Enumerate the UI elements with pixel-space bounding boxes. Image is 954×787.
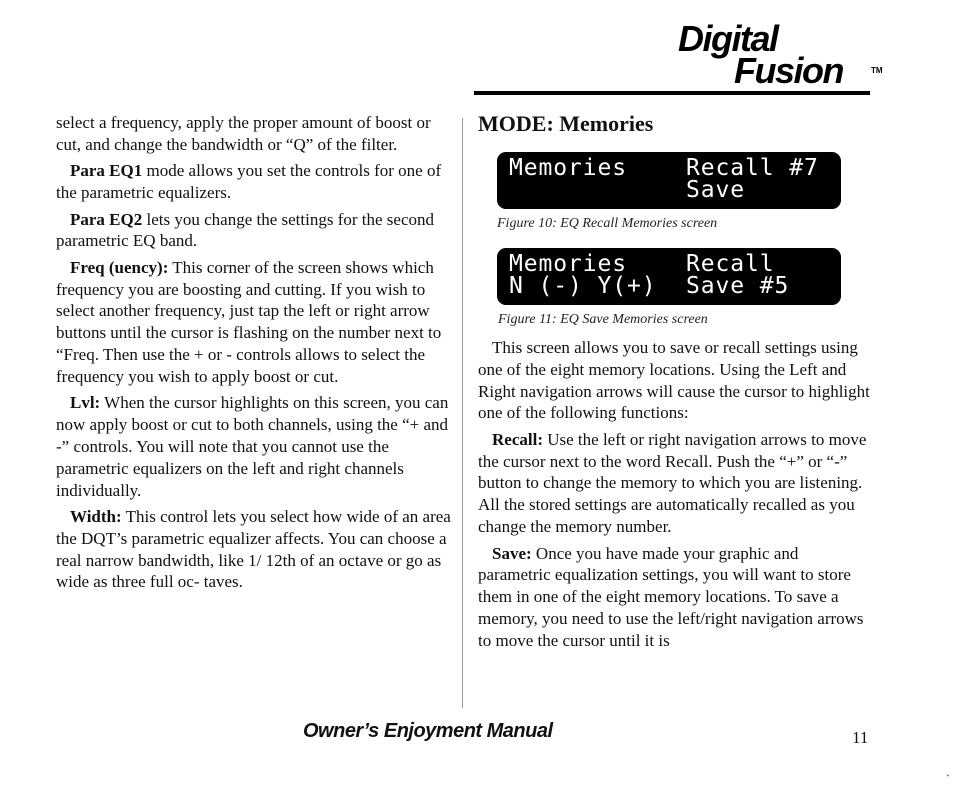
lcd-recall-screen — [497, 152, 841, 209]
right-column — [478, 337, 870, 656]
paragraph: select a frequency, apply the proper amount of boost or cut, and change the bandwidth or “Q” of the filter. — [56, 113, 431, 154]
lcd-line-2: N (-) Y(+) Save #5 — [509, 273, 790, 299]
paragraph: This screen allows you to save or recall settings using one of the eight memory locations. Using the Left and Right navigation arrows will cause the cursor to highlight one of the following functions: — [478, 338, 870, 423]
paragraph: Para EQ1 mode allows you set the controls for one of the parametric equalizers. — [56, 161, 442, 203]
lcd-line-2: Save — [509, 177, 745, 203]
paragraph: Freq (uency): This corner of the screen shows which frequency you are boosting and cutting. If you wish to select another frequency, just tap the left or right arrow buttons until the cursor is flashing on the number next to “Freq. Then use the + or - controls allows to select the frequency you wish to apply boost or cut. — [56, 257, 442, 386]
term-label: Width: — [70, 506, 122, 526]
corner-mark: ` — [946, 772, 950, 786]
term-label: Para EQ1 — [70, 161, 143, 181]
term-label: Recall: — [492, 429, 543, 449]
paragraph: Recall: Use the left or right navigation arrows to move the cursor next to the word Recall. Push the “+” or “-” button to change the memory to which you are listening. All the stored settings are automatically recalled as you change the memory number. — [478, 429, 867, 537]
term-label: Para EQ2 — [70, 209, 143, 229]
logo-line-2: Fusion — [734, 50, 843, 91]
paragraph: Para EQ2 lets you change the settings for the second parametric EQ band. — [56, 209, 435, 251]
logo-line-1: Digital — [678, 18, 778, 59]
paragraph: Width: This control lets you select how wide of an area the DQT’s parametric equalizer affects. You can choose a real narrow bandwidth, like 1/ 12th of an octave or go as wide as three full oc- taves. — [56, 506, 451, 592]
brand-logo — [660, 18, 890, 91]
term-label: Freq (uency): — [70, 257, 169, 277]
lcd-save-screen — [497, 248, 841, 305]
logo-trademark: TM — [871, 66, 883, 75]
lcd-line-1: Memories Recall #7 — [509, 155, 819, 181]
paragraph: Save: Once you have made your graphic and parametric equalization settings, you will want to store them in one of the eight memory locations. To save a memory, you need to use the left/right navigation arrows to move the cursor until it is — [478, 543, 864, 650]
figure-10-caption: Figure 10: EQ Recall Memories screen — [497, 216, 718, 231]
page-number: 11 — [852, 728, 869, 747]
lcd-line-1: Memories Recall — [509, 251, 775, 277]
section-heading: MODE: Memories — [478, 111, 654, 136]
column-divider — [462, 118, 463, 708]
term-label: Lvl: — [70, 393, 101, 413]
term-label: Save: — [492, 543, 532, 563]
header-rule — [474, 91, 870, 95]
left-column — [56, 112, 452, 598]
figure-11-caption: Figure 11: EQ Save Memories screen — [498, 312, 708, 327]
footer-title: Owner’s Enjoyment Manual — [303, 720, 553, 742]
paragraph: Lvl: When the cursor highlights on this screen, you can now apply boost or cut to both channels, using the “+ and -” controls. You will note that you cannot use the parametric equalizers on the left and right channels individually. — [56, 393, 449, 500]
